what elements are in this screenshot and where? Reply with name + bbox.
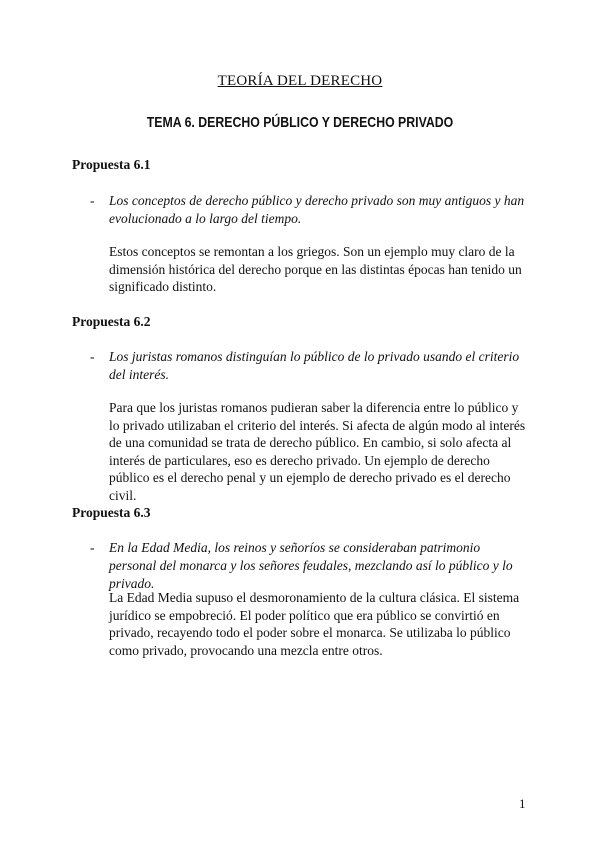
section-statement-6-3 [90, 539, 530, 593]
section-answer-6-3: La Edad Media supuso el desmoronamiento de la cultura clásica. El sistema jurídico se empobreció. El poder político que era público se convirtió en privado, recayendo todo el poder sobre el monarca. Se utilizaba lo público como privado, provocando una mezcla entre otros. [109, 590, 520, 658]
section-heading-6-1: Propuesta 6.1 [72, 157, 151, 172]
course-title: TEORÍA DEL DERECHO [217, 73, 383, 89]
topic-title: TEMA 6. DERECHO PÚBLICO Y DERECHO PRIVADO [146, 114, 454, 131]
statement-text: Los juristas romanos distinguían lo público de lo privado usando el criterio del interés. [109, 349, 520, 382]
section-answer-6-2: Para que los juristas romanos pudieran saber la diferencia entre lo público y lo privado utilizaban el criterio del interés. Si afecta de algún modo al interés de una comunidad se trata de derecho público. En cambio, si solo afecta al interés de particulares, eso es derecho privado. Un ejemplo de derecho público es el derecho penal y un ejemplo de derecho privado es el derecho civil. [109, 400, 526, 503]
bullet-dash: - [90, 349, 95, 364]
section-heading-6-2: Propuesta 6.2 [72, 314, 151, 329]
section-heading-6-3: Propuesta 6.3 [72, 505, 151, 520]
section-statement-6-2 [90, 348, 530, 384]
statement-text: Los conceptos de derecho público y derecho privado son muy antiguos y han evolucionado a lo largo del tiempo. [109, 193, 525, 226]
statement-text: En la Edad Media, los reinos y señoríos se consideraban patrimonio personal del monarca y los señores feudales, mezclando así lo público y lo privado. [109, 540, 513, 591]
section-statement-6-1 [90, 192, 530, 228]
section-answer-6-1: Estos conceptos se remontan a los griegos. Son un ejemplo muy claro de la dimensión histórica del derecho porque en las distintas épocas han tenido un significado distinto. [109, 244, 522, 294]
bullet-dash: - [90, 540, 95, 555]
page-number: 1 [519, 796, 526, 811]
bullet-dash: - [90, 193, 95, 208]
